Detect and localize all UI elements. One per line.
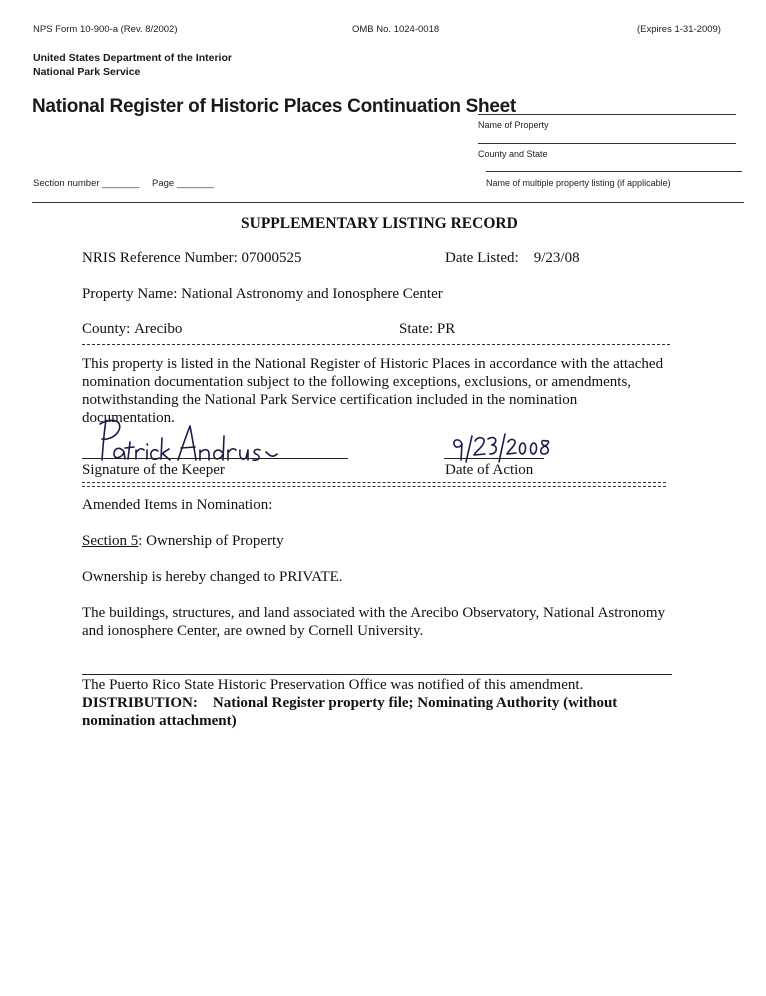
section-reference: Section 5 [82, 533, 139, 549]
department-name: United States Department of the Interior [33, 52, 232, 64]
nris-label: NRIS Reference Number: [82, 250, 238, 266]
ownership-change: Ownership is hereby changed to PRIVATE. [82, 569, 343, 585]
date-of-action-line [444, 458, 544, 459]
shpo-notice: The Puerto Rico State Historic Preservation Office was notified of this amendment. [82, 677, 584, 693]
name-of-property-line [478, 114, 736, 115]
distribution-label: DISTRIBUTION: [82, 695, 198, 711]
county-row [82, 321, 182, 338]
statement-line-4: documentation. [82, 410, 175, 426]
form-number: NPS Form 10-900-a (Rev. 8/2002) [33, 24, 178, 35]
statement-line-2: nomination documentation subject to the following exceptions, exclusions, or amendments, [82, 374, 632, 390]
state-label: State: [399, 321, 434, 337]
county-value: Arecibo [134, 321, 183, 337]
multiple-listing-line [486, 171, 742, 172]
ownership-detail-line-1: The buildings, structures, and land associated with the Arecibo Observatory, National Astronomy [82, 605, 666, 621]
record-heading: SUPPLEMENTARY LISTING RECORD [241, 215, 518, 232]
section-title: : Ownership of Property [138, 533, 284, 549]
section-number-field: Section number _______ [33, 178, 140, 189]
service-name: National Park Service [33, 66, 141, 78]
county-label: County: [82, 321, 131, 337]
property-name-label: Property Name: [82, 286, 178, 302]
property-name-row [82, 286, 443, 303]
nris-value: 07000525 [241, 250, 302, 266]
multiple-listing-label: Name of multiple property listing (if applicable) [486, 178, 671, 188]
page-title: National Register of Historic Places Continuation Sheet [32, 96, 516, 117]
property-name-value: National Astronomy and Ionosphere Center [181, 286, 443, 302]
date-listed-label: Date Listed: [445, 250, 519, 266]
signature-label: Signature of the Keeper [82, 462, 225, 478]
omb-number: OMB No. 1024-0018 [352, 24, 440, 35]
amended-items-heading: Amended Items in Nomination: [82, 497, 273, 513]
page-field: Page _______ [152, 178, 214, 189]
ownership-detail-line-2: and ionosphere Center, are owned by Cornell University. [82, 623, 424, 639]
section-ownership-row [82, 533, 284, 550]
dashed-separator [82, 344, 670, 345]
expiration-date: (Expires 1-31-2009) [637, 24, 721, 35]
distribution-continuation: nomination attachment) [82, 713, 237, 729]
statement-line-1: This property is listed in the National Register of Historic Places in accordance with the attached [82, 356, 664, 372]
nris-reference-row [82, 250, 302, 267]
date-listed-value: 9/23/08 [533, 250, 580, 266]
double-separator [82, 482, 666, 487]
distribution-row [82, 695, 617, 712]
name-of-property-label: Name of Property [478, 120, 549, 130]
statement-line-3: notwithstanding the National Park Service certification included in the nomination [82, 392, 578, 408]
signature-line [82, 458, 348, 459]
date-listed-row [445, 250, 580, 267]
date-of-action-label: Date of Action [445, 462, 534, 478]
county-state-line [478, 143, 736, 144]
action-date-handwriting [448, 432, 558, 464]
state-value: PR [436, 321, 456, 337]
state-row [399, 321, 455, 338]
distribution-text: National Register property file; Nominating Authority (without [212, 695, 618, 711]
county-state-label: County and State [478, 149, 548, 159]
header-divider [32, 202, 744, 203]
footer-divider [82, 674, 672, 675]
